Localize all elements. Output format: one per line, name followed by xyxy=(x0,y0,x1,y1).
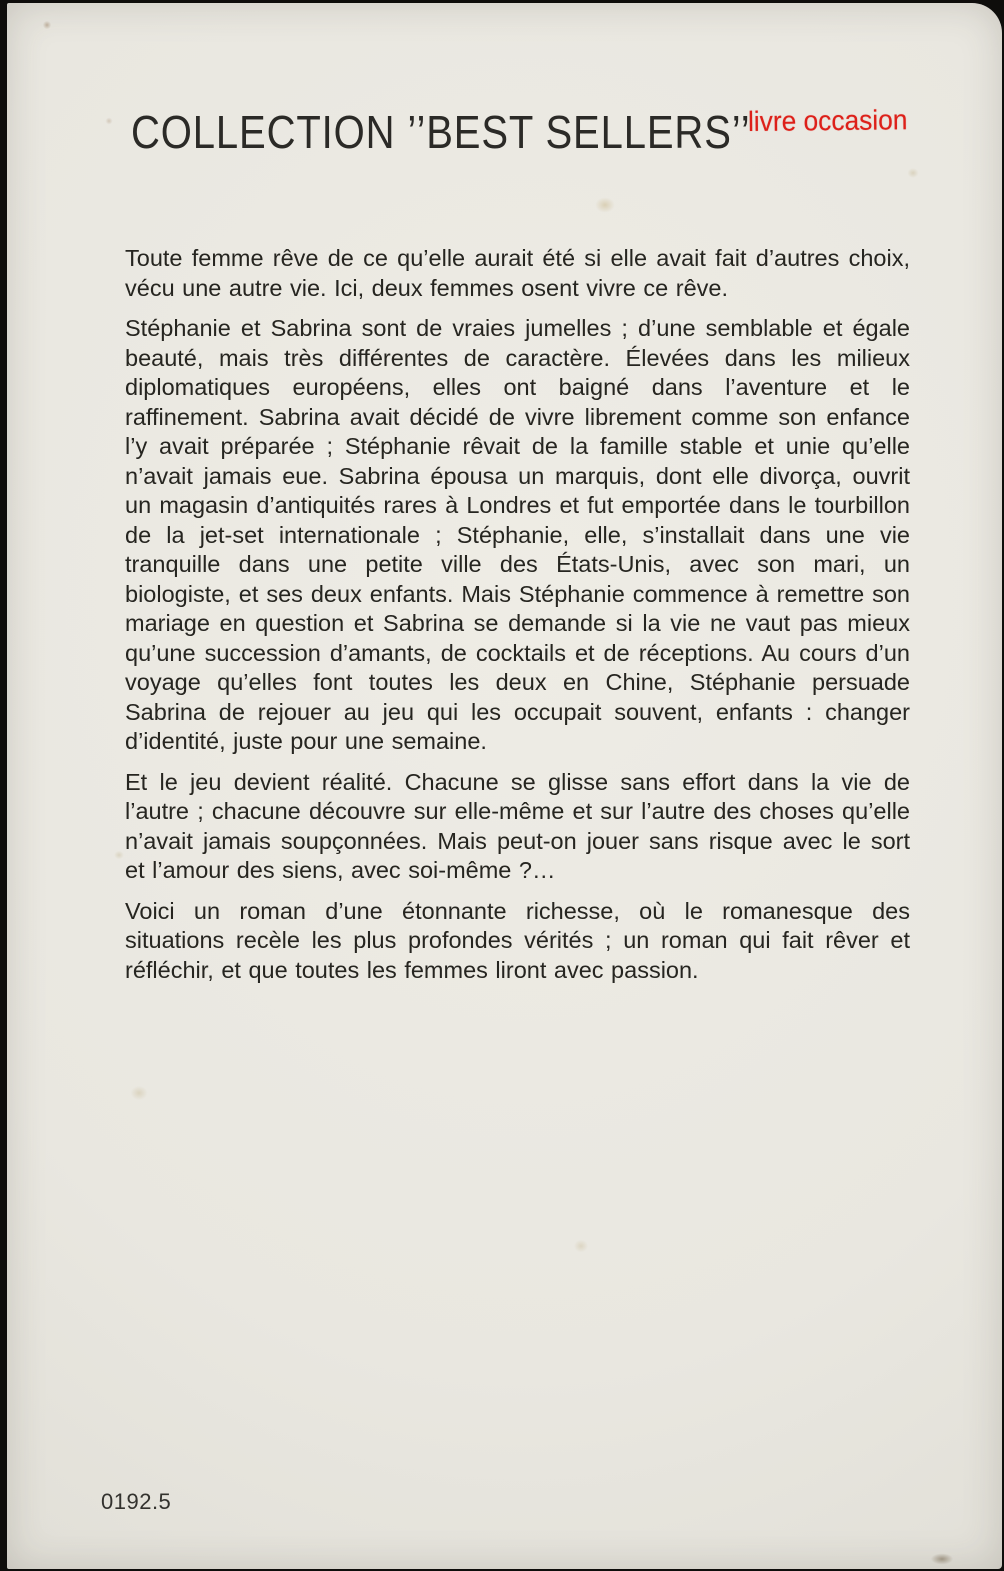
catalog-code: 0192.5 xyxy=(101,1489,172,1514)
back-cover-blurb xyxy=(125,244,910,996)
blurb-paragraph-intro: Toute femme rêve de ce qu’elle aurait été si elle avait fait d’autres choix, vécu une autre vie. Ici, deux femmes osent vivre ce rêve. xyxy=(125,245,910,301)
blurb-paragraph-story: Stéphanie et Sabrina sont de vraies jumelles ; d’une semblable et égale beauté, mais très différentes de caractère. Élevées dans les milieux diplomatiques européens, elles ont baigné dans l’aventure et le raffinement. Sabrina avait décidé de vivre librement comme son enfance l’y avait préparée ; Stéphanie rêvait de la famille stable et unie qu’elle n’avait jamais eue. Sabrina épousa un marquis, dont elle divorça, ouvrit un magasin d’antiquités rares à Londres et fut emportée dans le tourbillon de la jet-set internationale ; Stéphanie, elle, s’installait dans une vie tranquille dans une petite ville des États-Unis, avec son mari, un biologiste, et ses deux enfants. Mais Stéphanie commence à remettre son mariage en question et Sabrina se demande si la vie ne vaut pas mieux qu’une succession d’amants, de cocktails et de réceptions. Au cours d’un voyage qu’elles font toutes les deux en Chine, Stéphanie persuade Sabrina de rejouer au jeu qui les occupait souvent, enfants : changer d’identité, juste pour une semaine. xyxy=(125,315,910,754)
used-book-stamp: livre occasion xyxy=(747,104,908,137)
blurb-paragraph-closing: Voici un roman d’une étonnante richesse, où le romanesque des situations recèle les plus profondes vérités ; un roman qui fait rêver et réfléchir, et que toutes les femmes liront avec passion. xyxy=(125,897,910,983)
collection-title: COLLECTION ’’BEST SELLERS’’ xyxy=(131,106,751,158)
book-back-cover xyxy=(7,3,1002,1569)
blurb-paragraph-game: Et le jeu devient réalité. Chacune se glisse sans effort dans la vie de l’autre ; chacune découvre sur elle-même et sur l’autre des choses qu’elle n’avait jamais soupçonnées. Mais peut-on jouer sans risque avec le sort et l’amour des siens, avec soi-même ?… xyxy=(125,768,910,883)
